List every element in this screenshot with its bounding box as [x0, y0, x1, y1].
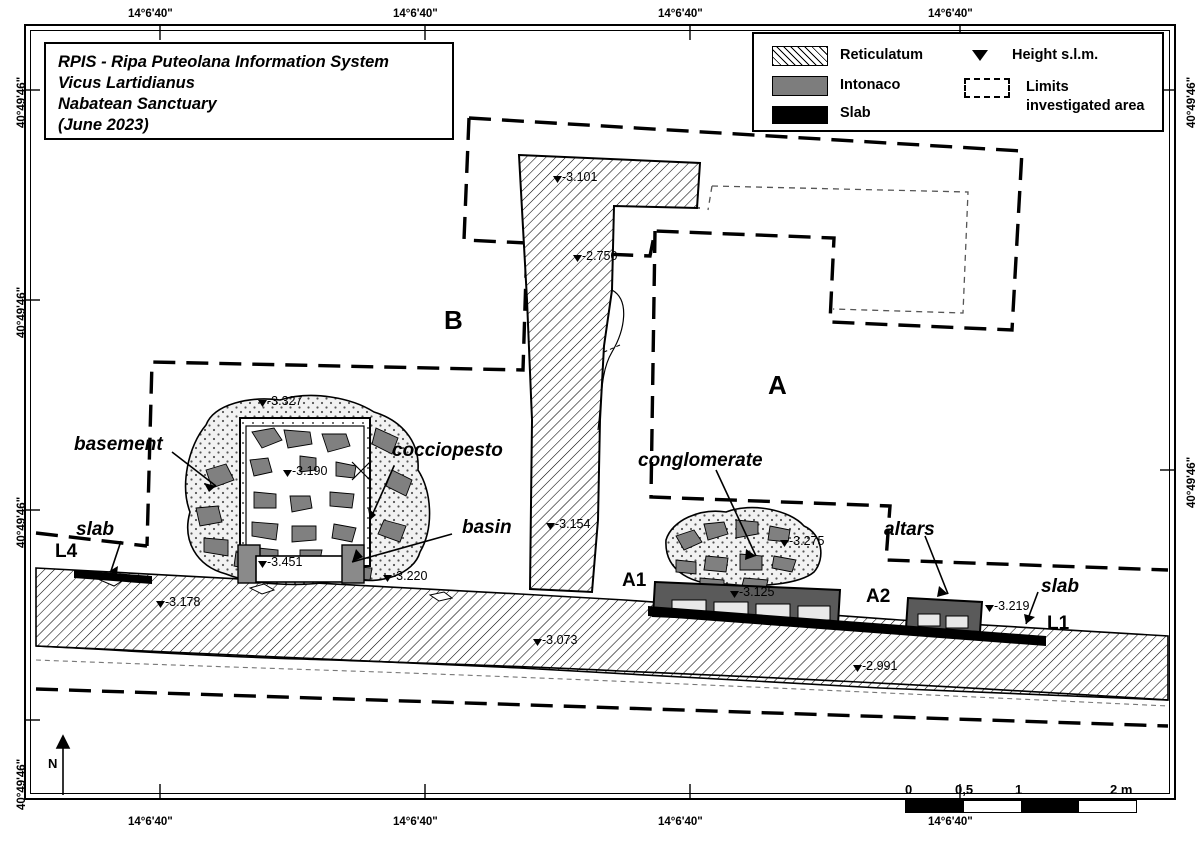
title-line-2: Vicus Lartidianus: [58, 74, 195, 92]
marker-label-a2: A2: [866, 586, 891, 607]
slab-swatch: [772, 106, 828, 124]
legend: [752, 32, 1164, 132]
scale-label-2m: 2 m: [1110, 782, 1133, 797]
feature-label-conglomerate: conglomerate: [638, 450, 763, 471]
legend-label-intonaco: Intonaco: [840, 77, 901, 93]
left-tick-4: 40°49'46": [16, 758, 28, 810]
map-inner-border: [30, 30, 1170, 794]
scale-label-0: 0: [905, 782, 913, 797]
height-label-6: -3.220: [392, 569, 428, 583]
bottom-tick-4: 14°6'40": [928, 816, 973, 828]
scale-label-1: 1: [1015, 782, 1023, 797]
bottom-tick-1: 14°6'40": [128, 816, 173, 828]
height-label-3: -3.327: [267, 394, 303, 408]
feature-label-cocciopesto: cocciopesto: [392, 440, 503, 461]
top-tick-3: 14°6'40": [658, 8, 703, 20]
height-label-1: -3.101: [562, 170, 598, 184]
top-tick-2: 14°6'40": [393, 8, 438, 20]
zone-label-a: A: [768, 370, 787, 400]
legend-label-slab: Slab: [840, 105, 871, 121]
left-tick-2: 40°49'46": [16, 286, 28, 338]
feature-label-slab-east: slab: [1041, 576, 1080, 597]
left-tick-1: 40°49'46": [16, 76, 28, 128]
triangle-marker-icon: [972, 50, 988, 61]
height-label-8: -3.178: [165, 595, 201, 609]
marker-label-l4: L4: [55, 541, 78, 562]
feature-label-slab-west: slab: [76, 519, 115, 540]
height-label-12: -3.219: [994, 599, 1030, 613]
height-label-13: -2.991: [862, 659, 898, 673]
scale-bar: [905, 782, 1145, 818]
bottom-tick-3: 14°6'40": [658, 816, 703, 828]
title-line-4: (June 2023): [58, 116, 149, 134]
height-label-7: -3.154: [555, 517, 591, 531]
feature-label-basin: basin: [462, 517, 512, 538]
right-tick-2: 40°49'46": [1186, 456, 1198, 508]
left-tick-3: 40°49'46": [16, 496, 28, 548]
reticulatum-swatch: [772, 46, 828, 66]
feature-label-basement: basement: [74, 434, 163, 455]
top-tick-4: 14°6'40": [928, 8, 973, 20]
scale-bar-segments: [905, 800, 1137, 813]
title-box: [44, 42, 454, 140]
marker-label-l1: L1: [1047, 613, 1070, 634]
height-label-2: -2.750: [582, 249, 618, 263]
height-label-5: -3.451: [267, 555, 303, 569]
legend-label-limits: Limits investigated area: [1026, 79, 1145, 114]
intonaco-swatch: [772, 76, 828, 96]
zone-label-b: B: [444, 305, 463, 335]
right-tick-1: 40°49'46": [1186, 76, 1198, 128]
north-arrow-label: N: [48, 756, 58, 771]
dashed-box-swatch: [964, 78, 1010, 98]
height-label-4: -3.190: [292, 464, 328, 478]
top-tick-1: 14°6'40": [128, 8, 173, 20]
title-line-3: Nabatean Sanctuary: [58, 95, 217, 113]
scale-label-05: 0,5: [955, 782, 974, 797]
feature-label-altars: altars: [884, 519, 935, 540]
height-label-10: -3.275: [789, 534, 825, 548]
bottom-tick-2: 14°6'40": [393, 816, 438, 828]
legend-label-height: Height s.l.m.: [1012, 47, 1099, 63]
legend-label-reticulatum: Reticulatum: [840, 47, 923, 63]
height-label-11: -3.125: [739, 585, 775, 599]
title-line-1: RPIS - Ripa Puteolana Information System: [58, 53, 389, 71]
height-label-9: -3.073: [542, 633, 578, 647]
marker-label-a1: A1: [622, 570, 647, 591]
